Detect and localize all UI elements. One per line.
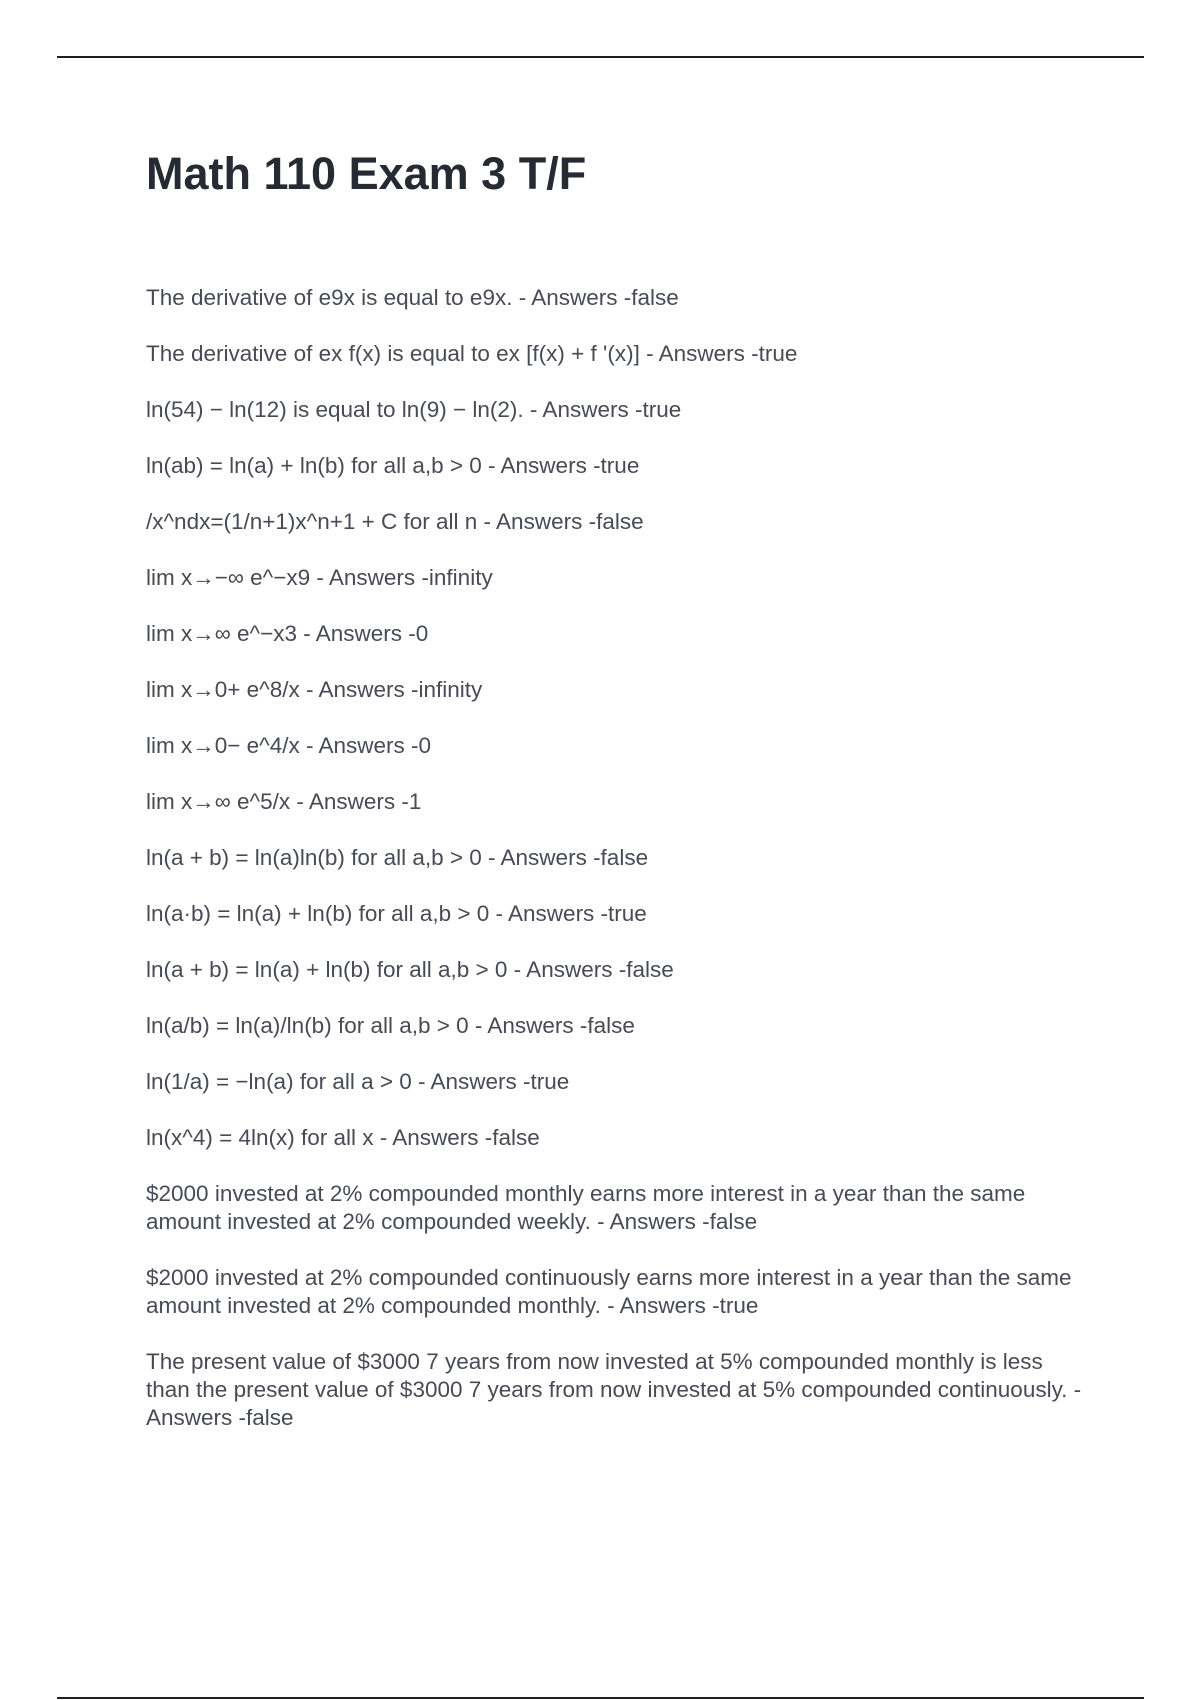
qa-item: The derivative of e9x is equal to e9x. - Answers -false [146,285,679,310]
qa-list [146,284,1086,1460]
qa-item: lim x→∞ e^5/x - Answers -1 [146,789,422,814]
qa-item: lim x→0− e^4/x - Answers -0 [146,733,432,758]
top-rule [57,56,1144,58]
qa-item: ln(ab) = ln(a) + ln(b) for all a,b > 0 - Answers -true [146,453,640,478]
qa-item: ln(54) − ln(12) is equal to ln(9) − ln(2). - Answers -true [146,397,682,422]
qa-item: The present value of $3000 7 years from now invested at 5% compounded monthly is less than the present value of $3000 7 years from now invested at 5% compounded continuously. - Answers -false [146,1349,1082,1430]
qa-item: ln(a·b) = ln(a) + ln(b) for all a,b > 0 - Answers -true [146,901,647,926]
qa-item: /x^ndx=(1/n+1)x^n+1 + C for all n - Answers -false [146,509,644,534]
qa-item: The derivative of ex f(x) is equal to ex [f(x) + f '(x)] - Answers -true [146,341,798,366]
bottom-rule [57,1697,1144,1699]
document-title: Math 110 Exam 3 T/F [146,148,587,199]
qa-item: lim x→0+ e^8/x - Answers -infinity [146,677,483,702]
document-body [146,147,1086,1430]
qa-item: $2000 invested at 2% compounded continuously earns more interest in a year than the same amount invested at 2% compounded monthly. - Answers -true [146,1265,1072,1318]
qa-item: ln(1/a) = −ln(a) for all a > 0 - Answers -true [146,1069,570,1094]
qa-item: lim x→−∞ e^−x9 - Answers -infinity [146,565,493,590]
qa-item: ln(a/b) = ln(a)/ln(b) for all a,b > 0 - Answers -false [146,1013,635,1038]
qa-item: lim x→∞ e^−x3 - Answers -0 [146,621,429,646]
qa-item: ln(a + b) = ln(a)ln(b) for all a,b > 0 - Answers -false [146,845,649,870]
qa-item: ln(a + b) = ln(a) + ln(b) for all a,b > 0 - Answers -false [146,957,674,982]
qa-item: ln(x^4) = 4ln(x) for all x - Answers -false [146,1125,540,1150]
qa-item: $2000 invested at 2% compounded monthly earns more interest in a year than the same amount invested at 2% compounded weekly. - Answers -false [146,1181,1026,1234]
